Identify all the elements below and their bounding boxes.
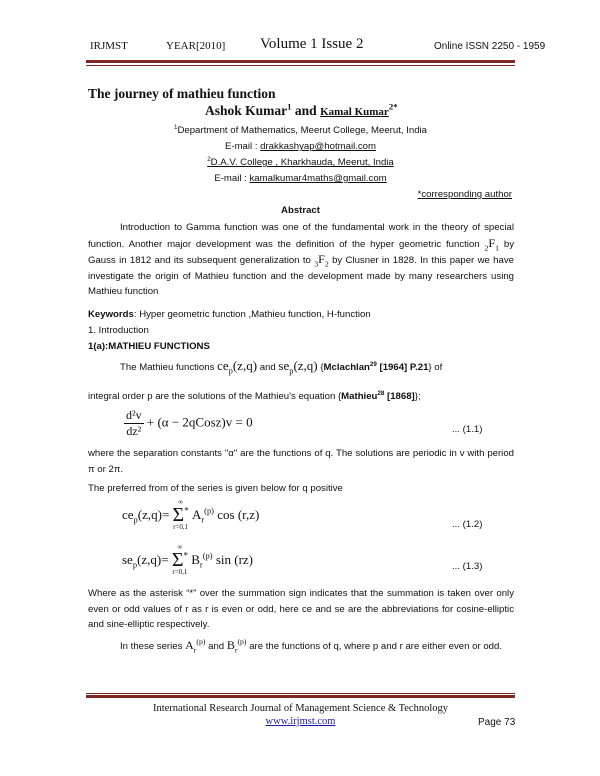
and-text-1: and (259, 362, 276, 373)
coef-A-sub: r (193, 645, 197, 655)
eq2-summation (173, 499, 189, 531)
coef-B-sup: (p) (237, 637, 247, 646)
footer-rule-thin (86, 693, 515, 694)
eq2-coef: A (191, 507, 202, 522)
cite1-name: Mclachlan (323, 362, 370, 373)
hypergeometric-2f1 (485, 236, 500, 250)
abstract-text-c: by Clusner in 1828. In this paper we have investigate the origin of Mathieu function and the development made by many researchers using Mathieu function (88, 255, 514, 297)
email1-link[interactable]: drakkashyap@hotmail.com (260, 141, 377, 152)
affil1-text: Department of Mathematics, Meerut College, Meerut, India (177, 125, 428, 136)
cite2-rest: [1868] (384, 391, 415, 402)
separation-constants-paragraph: where the separation constants "α" are the functions of q. The solutions are periodic in v with period π or 2π. (88, 448, 514, 475)
keywords-text: : Hyper geometric function ,Mathieu function, H-function (133, 309, 371, 320)
ce-label: ce (217, 358, 229, 373)
cite2-close: }; (414, 391, 421, 402)
email1-label: E-mail : (224, 141, 261, 152)
eq2-sum-upper: ∞ (178, 498, 184, 506)
f1-pre: 2 (484, 242, 489, 252)
authors-and: and (291, 103, 321, 118)
eq2-equals: = (161, 507, 170, 522)
affiliation-2 (86, 155, 515, 171)
affil2-sup: 2 (207, 155, 211, 163)
se-sub: p (289, 365, 294, 376)
header-volume: Volume 1 Issue 2 (260, 36, 364, 52)
email-1-line (86, 139, 515, 155)
ce-arg: (z,q) (232, 358, 258, 373)
ce-sub: p (228, 365, 233, 376)
equation-1-2-number: ... (1.2) (452, 519, 483, 530)
eq3-star: * (183, 550, 188, 561)
eq3-summation (172, 544, 188, 576)
f2-pre: 3 (314, 259, 319, 269)
email2-link[interactable]: kamalkumar4maths@gmail.com (249, 173, 387, 184)
eq2-sub: p (133, 514, 138, 525)
eq3-lhs (122, 552, 169, 568)
f2-post: 2 (324, 259, 329, 269)
abstract-text-b: by Gauss in 1812 and its subsequent generalization to (88, 238, 515, 266)
hypergeometric-3f2 (314, 252, 329, 269)
section-introduction: 1. Introduction (88, 325, 149, 336)
header-issn: Online ISSN 2250 - 1959 (434, 41, 546, 52)
footer-journal: International Research Journal of Management Science & Technology (152, 703, 448, 714)
coef-text-a: In these series (120, 641, 183, 652)
eq2-sigma-symbol: Σ (172, 504, 185, 526)
eq2-arg: (z,q) (137, 507, 162, 522)
cite1-close: } of (428, 362, 443, 373)
eq1-numerator: d²v (126, 408, 142, 422)
eq2-coef-sub: r (201, 514, 205, 525)
eq2-ce: ce (122, 507, 134, 522)
eq2-sum-lower: r=0,1 (173, 523, 189, 531)
se-function (278, 358, 318, 376)
keywords-line (88, 307, 371, 323)
eq3-coef-sub: r (199, 559, 203, 570)
affil2-text: D.A.V. College , Kharkhauda, Meerut, India (210, 157, 394, 168)
abstract-text-a: Introduction to Gamma function was one of the fundamental work in the theory of special function. Another major development was the definition of the hyper geometric function (88, 222, 514, 250)
cite1-open: { (320, 362, 324, 373)
article-title: The journey of mathieu function (88, 86, 276, 101)
f1-post: 1 (495, 242, 499, 252)
email-2-line (86, 171, 515, 187)
coef-B-sub: r (234, 645, 238, 655)
coef-A (185, 637, 206, 655)
f2-letter: F (318, 252, 325, 266)
eq2-coef-sup: (p) (204, 505, 214, 516)
eq3-term (191, 552, 253, 568)
eq2-term (192, 507, 259, 523)
corresponding-author: *corresponding author (417, 189, 512, 200)
header-rule-thin (86, 65, 515, 66)
eq3-sigma-symbol: Σ (171, 549, 184, 571)
se-label: se (278, 358, 290, 373)
mathieu-intro-text: The Mathieu functions (120, 362, 215, 373)
series-form-intro: The preferred from of the series is given below for q positive (88, 483, 343, 494)
author2-sup: 2* (388, 101, 398, 112)
cite1-sup: 29 (369, 360, 377, 368)
footer-page-number: Page 73 (478, 717, 516, 728)
keywords-label: Keywords (88, 309, 134, 320)
eq1-rest: + (α − 2qCosz)v = 0 (146, 414, 253, 430)
equation-1-1 (124, 408, 253, 439)
eq1-denominator: dz² (126, 424, 142, 438)
eq1-fraction (124, 408, 144, 439)
cite2-name: Mathieu (341, 391, 378, 402)
f1-letter: F (488, 235, 496, 250)
coef-A-sup: (p) (196, 637, 206, 646)
eq2-star: * (184, 505, 189, 516)
eq3-sub: p (132, 559, 138, 570)
abstract-heading: Abstract (281, 205, 320, 216)
subsection-mathieu: 1(a):MATHIEU FUNCTIONS (88, 341, 210, 352)
mathieu-eq-intro-text: integral order p are the solutions of the Mathieu’s equation { (88, 391, 342, 402)
coef-B-letter: B (226, 638, 235, 652)
se-arg: (z,q) (293, 358, 318, 373)
cite2-sup: 28 (377, 389, 385, 397)
author1-sup: 1 (287, 101, 292, 112)
equation-1-1-number: ... (1.1) (452, 424, 483, 435)
footer-url-link[interactable]: www.irjmst.com (265, 716, 336, 727)
header-rule-thick (86, 60, 515, 63)
eq2-lhs (122, 507, 169, 523)
cite1-rest: [1964] P.21 (376, 362, 429, 373)
author1: Ashok Kumar (205, 103, 288, 118)
eq3-equals: = (161, 552, 169, 567)
coef-B (226, 637, 247, 655)
mathieu-intro-line (120, 358, 442, 376)
equation-1-3 (122, 544, 253, 576)
header-year: YEAR[2010] (166, 40, 226, 52)
eq3-coef: B (191, 552, 200, 567)
coef-text-b: are the functions of q, where p and r are either even or odd. (249, 641, 502, 652)
eq3-sum-upper: ∞ (177, 543, 183, 551)
ce-function (217, 358, 258, 376)
article-authors (205, 103, 398, 119)
eq2-sigma (173, 506, 189, 524)
eq3-sum-lower: r=0,1 (172, 568, 188, 576)
coef-A-letter: A (185, 638, 194, 652)
eq2-fn: cos (r,z) (213, 507, 260, 522)
eq3-sigma (172, 551, 188, 569)
eq3-se: se (122, 552, 133, 567)
author2: Kamal Kumar (320, 106, 389, 118)
eq3-coef-sup: (p) (202, 550, 213, 561)
affil1-sup: 1 (173, 123, 178, 131)
eq3-fn: sin (rz) (212, 552, 253, 567)
mathieu-equation-intro (88, 389, 421, 405)
affiliation-1 (86, 123, 515, 139)
header-journal: IRJMST (90, 40, 128, 52)
coef-and: and (208, 641, 225, 652)
eq3-arg: (z,q) (137, 552, 162, 567)
abstract-paragraph (88, 220, 514, 300)
coefficients-paragraph (88, 638, 514, 655)
equation-1-3-number: ... (1.3) (452, 561, 483, 572)
asterisk-explanation-paragraph: Where as the asterisk “*” over the summation sign indicates that the summation is taken over only even or odd values of r as r is even or odd, here ce and se are the abbreviations for cosine-elliptic and sine-elliptic respectively. (88, 588, 514, 630)
equation-1-2 (122, 499, 259, 531)
footer-rule-thick (86, 695, 515, 698)
email2-label: E-mail : (214, 173, 250, 184)
